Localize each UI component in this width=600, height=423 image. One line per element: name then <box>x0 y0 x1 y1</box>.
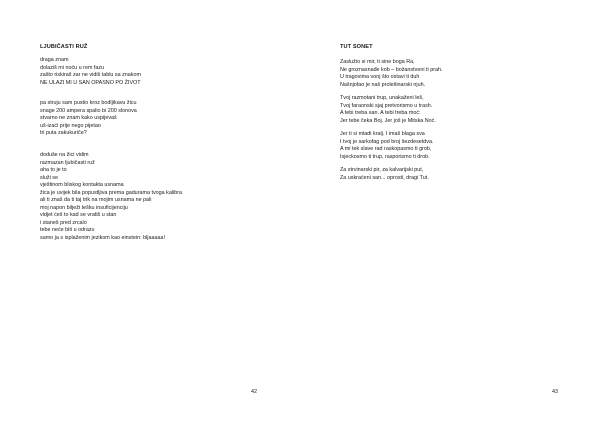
stanza <box>40 57 141 87</box>
verse-line: Ne groznasnađe kob – božanstveni ti prah. <box>340 66 443 73</box>
verse-line: tri puta zakukuriče? <box>40 130 87 137</box>
verse-line: stvarno ne znam kako uspijevaš <box>40 115 117 122</box>
verse-line: zašto riskiraš zar ne vidiš tablu sa znakom <box>40 72 141 79</box>
verse-line: tebe neće biti u odrazu <box>40 227 95 234</box>
stanza <box>340 131 434 161</box>
poem-title-ljubicasti-ruz: LJUBIČASTI RUŽ <box>40 44 88 50</box>
page-number: 43 <box>552 389 558 395</box>
verse-line: A tebi treba san. A tebi treba moć: <box>340 110 421 117</box>
verse-line: draga znam <box>40 57 69 63</box>
verse-line: žica je uvijek bila popustljiva prema gadurama tvoga kalibra <box>40 189 183 196</box>
verse-line: Za strvinarski pir, za kalvarijski put, <box>340 167 424 173</box>
verse-line: A mi tek slave rad raskopasmo ti grob, <box>340 146 432 153</box>
verse-line: snage 200 ampera spalio bi 200 slonova <box>40 107 137 114</box>
verse-line: aha to je to <box>40 167 67 174</box>
stanza <box>340 59 443 89</box>
verse-line: NE ULAZI MI U SAN OPASNO PO ŽIVOT <box>40 79 141 86</box>
verse-line: doduše na žici vidim <box>40 152 89 158</box>
verse-line: Za uskraćeni san... oprosti, dragi Tut. <box>340 174 429 181</box>
verse-line: moj napon bilježi tešku insuficijenciju <box>40 204 128 211</box>
verse-line: služi se <box>40 174 58 181</box>
verse-line: vidjet ćeš to kad se vratiš u stan <box>40 212 117 219</box>
stanza <box>340 95 436 125</box>
stanza <box>340 167 429 182</box>
verse-line: Našnjofao je naš prolešinarski njuh. <box>340 81 426 88</box>
stanza <box>40 152 182 243</box>
verse-line: uš-izaći prije nego pijetao <box>40 122 101 129</box>
verse-line: samo ja s isplaženim jezikom kao einstein: bljaaaaa! <box>40 235 165 242</box>
verse-line: U tragovima vonj što ostavi ti duh <box>340 74 420 81</box>
verse-line: pa struju sam pustio kroz bodljikavu žicu <box>40 100 137 106</box>
verse-line: Isjeckosmo ti trup, rasporismo ti drob. <box>340 153 430 160</box>
verse-line: vještinom bliskog kontakta usnama <box>40 182 124 189</box>
verse-line: I tvoj je sarkofag pod broj šezdesetdva. <box>340 138 434 145</box>
verse-line: dolaziš mi noću u rem fazu <box>40 64 105 71</box>
right-page <box>300 0 600 423</box>
stanza <box>40 100 137 138</box>
page-number: 42 <box>251 389 257 395</box>
verse-line: i staneš pred zrcalo <box>40 219 87 226</box>
verse-line: Jer ti si mladi kralj. I imaš blaga sva <box>340 131 425 137</box>
verse-line: ali ti znaš da ti taj trik na mojim usnama ne pali <box>40 197 152 204</box>
verse-line: Zaslužio si mir, ti sine boga Ra, <box>340 59 415 65</box>
verse-line: Jer tebe čeka Boj. Jer još je Mitska Noć. <box>340 117 436 124</box>
verse-line: Tvoj faraonski sjaj pretvorismo u trash. <box>340 102 433 109</box>
verse-line: Tvoj razmotani trup, unakaženi leš, <box>340 95 424 101</box>
verse-line: razmazan ljubičasti ruž <box>40 159 95 166</box>
poem-title-tut-sonet: TUT SONET <box>340 44 373 50</box>
